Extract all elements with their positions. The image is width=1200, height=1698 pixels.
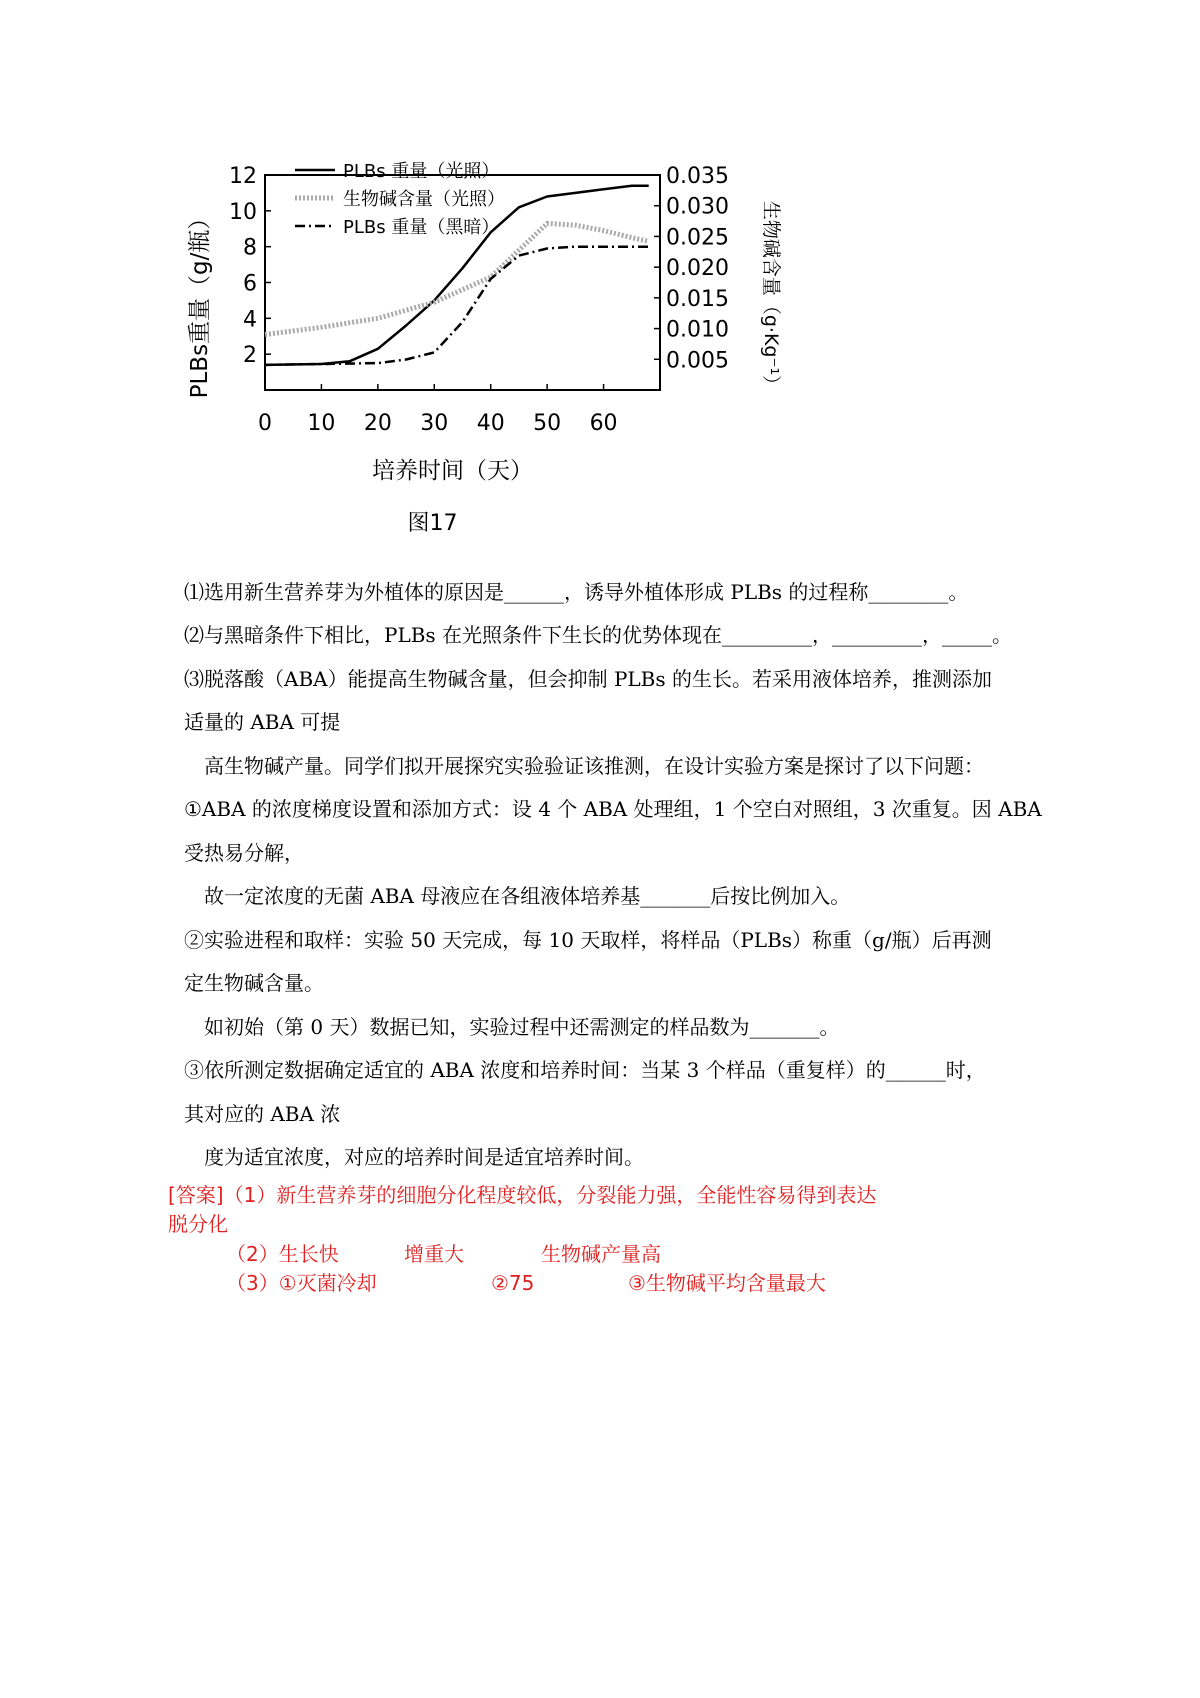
x-tick-label: 40 — [476, 411, 505, 436]
x-tick-label: 60 — [589, 411, 618, 436]
series-line-1 — [265, 223, 649, 334]
y-left-tick-label: 8 — [243, 235, 257, 261]
x-tick-label: 0 — [258, 411, 272, 436]
question-line: 其对应的 ABA 浓 — [184, 1102, 341, 1126]
answer-line-1: [答案]（1）新生营养芽的细胞分化程度较低，分裂能力强，全能性容易得到表达 — [168, 1183, 877, 1207]
y-left-tick-label: 4 — [243, 307, 257, 333]
answer-3-part-3: ③生物碱平均含量最大 — [628, 1271, 826, 1295]
x-axis-label: 培养时间（天） — [372, 458, 533, 484]
y-right-tick-label: 0.035 — [666, 164, 729, 189]
question-line: 度为适宜浓度，对应的培养时间是适宜培养时间。 — [184, 1145, 644, 1169]
line-chart — [185, 150, 825, 590]
y-left-tick-label: 12 — [229, 164, 257, 189]
x-tick-label: 50 — [533, 411, 562, 436]
answer-3-part-1: （3）①灭菌冷却 — [226, 1271, 377, 1295]
question-line: 如初始（第 0 天）数据已知，实验过程中还需测定的样品数为_______。 — [184, 1015, 840, 1039]
y-right-axis-label: 生物碱含量（g·Kg⁻¹） — [760, 200, 782, 395]
question-line: ⑴选用新生营养芽为外植体的原因是______，诱导外植体形成 PLBs 的过程称________。 — [184, 580, 969, 604]
question-line: ⑶脱落酸（ABA）能提高生物碱含量，但会抑制 PLBs 的生长。若采用液体培养，推测添加 — [184, 667, 992, 691]
y-right-tick-label: 0.005 — [666, 348, 729, 374]
legend-entry-1: 生物碱含量（光照） — [343, 189, 505, 210]
answer-2-part-1: （2）生长快 — [226, 1242, 339, 1266]
question-line: ③依所测定数据确定适宜的 ABA 浓度和培养时间：当某 3 个样品（重复样）的______时， — [184, 1058, 986, 1082]
question-line: 定生物碱含量。 — [184, 971, 324, 995]
series-line-0 — [265, 186, 649, 365]
figure-caption: 图17 — [407, 511, 458, 536]
y-left-tick-label: 10 — [229, 199, 257, 225]
question-line: 适量的 ABA 可提 — [184, 710, 341, 734]
y-right-tick-label: 0.010 — [666, 317, 729, 343]
y-left-axis-label: PLBs重量（g/瓶） — [187, 206, 213, 399]
x-tick-label: 20 — [363, 411, 392, 436]
answer-3-part-2: ②75 — [491, 1271, 535, 1295]
y-right-tick-label: 0.020 — [666, 256, 729, 282]
answer-2-part-2: 增重大 — [404, 1242, 464, 1266]
question-line: 高生物碱产量。同学们拟开展探究实验验证该推测，在设计实验方案是探讨了以下问题： — [184, 754, 984, 778]
y-right-tick-label: 0.015 — [666, 286, 729, 312]
y-left-tick-label: 6 — [243, 271, 257, 297]
legend-entry-2: PLBs 重量（黑暗） — [343, 217, 500, 238]
answer-line-2: 脱分化 — [168, 1212, 228, 1236]
y-left-tick-label: 2 — [243, 343, 257, 369]
legend-entry-0: PLBs 重量（光照） — [343, 161, 500, 182]
x-tick-label: 30 — [420, 411, 449, 436]
answer-2-part-3: 生物碱产量高 — [541, 1242, 661, 1266]
question-line: 故一定浓度的无菌 ABA 母液应在各组液体培养基_______后按比例加入。 — [184, 884, 851, 908]
x-tick-label: 10 — [307, 411, 336, 436]
question-line: ①ABA 的浓度梯度设置和添加方式：设 4 个 ABA 处理组，1 个空白对照组，3 次重复。因 ABA — [184, 797, 1042, 821]
figure-17 — [185, 150, 825, 590]
series-line-2 — [265, 247, 649, 365]
question-line: 受热易分解， — [184, 841, 304, 865]
question-line: ②实验进程和取样：实验 50 天完成，每 10 天取样，将样品（PLBs）称重（g/瓶）后再测 — [184, 928, 992, 952]
y-right-tick-label: 0.025 — [666, 225, 729, 251]
y-right-tick-label: 0.030 — [666, 194, 729, 220]
question-line: ⑵与黑暗条件下相比，PLBs 在光照条件下生长的优势体现在_________，_________，_____。 — [184, 623, 1013, 647]
